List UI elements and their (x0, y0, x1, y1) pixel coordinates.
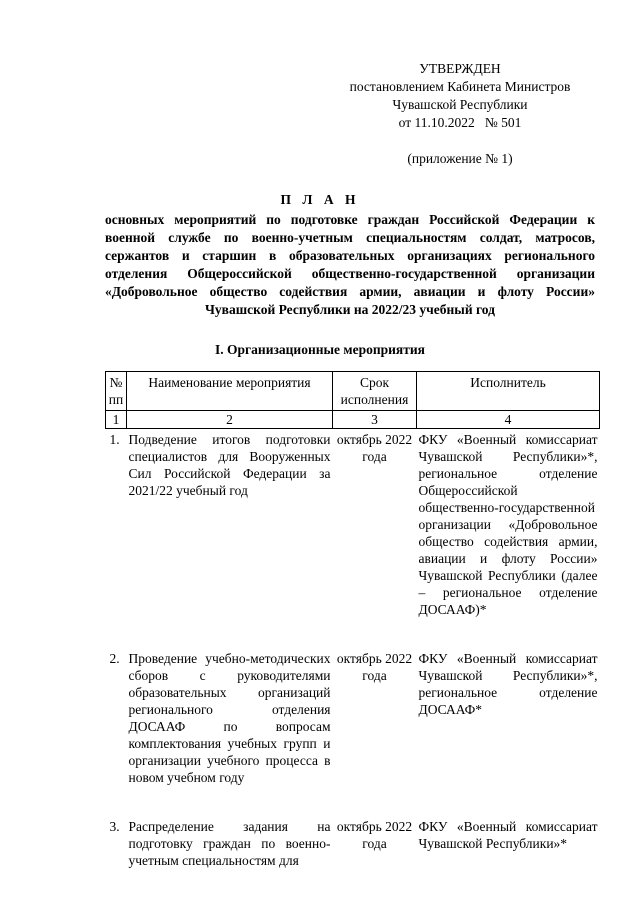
row-executor: ФКУ «Военный комиссариат Чувашской Республики»*, региональное отделение Общероссийской общественно-государственной организации «Добровольное общество содействия армии, авиации и флоту России» Чувашской Республики (далее – региональное отделение ДОСААФ)* (418, 432, 598, 617)
row-activity-name: Распределение задания на подготовку граждан по военно-учетным специальностям для (128, 819, 331, 868)
table-row (106, 429, 600, 649)
row-number: 3. (109, 819, 120, 834)
header-executor: Исполнитель (417, 372, 600, 411)
column-number-4: 4 (417, 411, 600, 429)
header-term: Срок исполнения (333, 372, 417, 411)
header-name: Наименование мероприятия (127, 372, 333, 411)
plan-subtitle: основных мероприятий по подготовке граждан Российской Федерации к военной службе по военно-учетным специальностям солдат, матросов, сержантов и старшин в образовательных организациях регионального отделения Общероссийской общественно-государственной организации «Добровольное общество содействия армии, авиации и флоту России» Чувашской Республики на 2022/23 учебный год (105, 212, 595, 317)
appendix-label: (приложение № 1) (407, 151, 513, 166)
approval-line-3: от 11.10.2022 № 501 (398, 115, 522, 130)
approval-spacer (330, 132, 590, 150)
row-executor: ФКУ «Военный комиссариат Чувашской Республики»* (418, 819, 598, 851)
approval-title: УТВЕРЖДЕН (419, 61, 501, 76)
plan-table (105, 371, 600, 869)
approval-line-1: постановлением Кабинета Министров (349, 79, 571, 94)
row-number: 2. (109, 651, 120, 666)
row-executor: ФКУ «Военный комиссариат Чувашской Республики»*, региональное отделение ДОСААФ* (418, 651, 598, 717)
column-number-2: 2 (127, 411, 333, 429)
section-title: I. Организационные мероприятия (215, 342, 425, 357)
row-term: октябрь 2022 года (336, 651, 413, 683)
row-term: октябрь 2022 года (336, 819, 413, 851)
column-numbers-row (106, 411, 600, 429)
row-activity-name: Подведение итогов подготовки специалистов для Вооруженных Сил Российской Федерации за 2021/22 учебный год (128, 432, 331, 498)
plan-title: П Л А Н (280, 192, 360, 207)
table-row (106, 816, 600, 869)
table-row (106, 648, 600, 816)
row-activity-name: Проведение учебно-методических сборов с руководителями образовательных организаций регионального отделения ДОСААФ по вопросам комплектования учебных групп и организации учебного процесса в новом учебном году (128, 651, 331, 785)
header-number: № пп (106, 372, 127, 411)
column-number-3: 3 (333, 411, 417, 429)
approval-line-2: Чувашской Республики (392, 97, 528, 112)
column-number-1: 1 (106, 411, 127, 429)
row-term: октябрь 2022 года (336, 432, 413, 464)
table-header-row (106, 372, 600, 411)
approval-block (330, 60, 590, 168)
row-number: 1. (109, 432, 120, 447)
